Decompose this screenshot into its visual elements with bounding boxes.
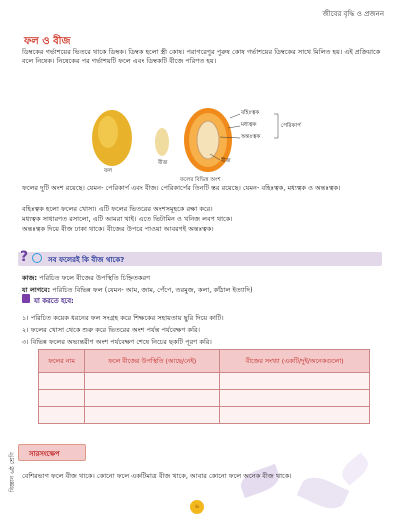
step-3: ৩। বিভিন্ন ফলের অভ্যন্তরীণ অংশ পর্যবেক্ষণ শেষে নিচের ছকটি পূরণ করি। [22,338,212,346]
paragraph-endocarp: অন্তঃত্বক দিয়ে বীজ ঢাকা থাকে। বীজের উপরে পাওয়া আবরণই অন্তঃত্বক। [22,225,214,233]
question-bar [18,249,382,266]
magnifier-icon [32,253,42,263]
observation-table [38,349,370,424]
todo-heading: যা করতে হবে: [34,297,74,305]
endocarp-label: অন্তঃত্বক [241,134,261,140]
seed-section [197,121,219,159]
chapter-header: জীবের বৃদ্ধি ও প্রজনন [322,10,384,18]
side-label [5,392,17,502]
figure-caption: ফলের বিভিন্ন অংশ [180,177,221,183]
intro-paragraph: ডিম্বকের গর্ভাশয়ের ভিতরে থাকে ডিম্বক। ডিম্বক হলো স্ত্রী কোষ। পরাগরেণুর পুরুষ কোষ গর্ভাশয়ের ডিম্বকের সাথে মিলিত হয়। এই প্রক্রিয়াকে বলে নিষেক। নিষেকের পর গর্ভাশয়টি ফলে এবং ডিম্বকটি বীজে পরিণত হয়। [22,48,381,65]
work-text: পরিচিত ফলে বীজের উপস্থিতি চিহ্নিতকরণ [39,274,151,282]
pencil-icon [22,294,30,303]
activity-work [22,272,150,284]
paragraph-mesocarp: মধ্যত্বক সাধারণত রসালো, এটি আমরা খাই। এতে ভিটামিন ও খনিজ লবণ থাকে। [22,215,233,223]
fruit-figure [90,104,330,184]
summary-text: বেশিরভাগ ফলে বীজ থাকে। কোনো ফলে একটিমাত্র বীজ থাকে, আবার কোনো ফলে অনেক বীজ থাকে। [22,472,292,480]
page-number: ৬ [190,500,204,514]
seed-label: বীজ [158,160,168,166]
mango-seed [155,128,169,156]
materials-label: যা লাগবে: [22,286,51,294]
col-seed-presence: ফলে বীজের উপস্থিতি (আছে/নেই) [85,350,220,373]
materials-text: পরিচিত বিভিন্ন ফল (যেমন- আম, জাম, পেঁপে, তরমুজ, কলা, কাঁঠাল ইত্যাদি) [52,286,253,294]
exocarp-label: বহিঃত্বক [241,110,260,116]
col-fruit-name: ফলের নাম [39,350,85,373]
work-label: কাজ: [22,274,38,282]
mesocarp-label: মধ্যত্বক [241,122,257,128]
inner-seed-label: বীজ [221,158,231,164]
pericarp-label: পেরিকার্প [281,123,301,129]
summary-box [18,444,86,461]
question-text: সব ফলেরই কি বীজ থাকে? [48,256,125,264]
table-row [39,373,370,390]
col-seed-count: বীজের সংখ্যা (একটি/দুই/অনেকগুলো) [220,350,370,373]
table-row [39,390,370,407]
fruit-illustration [90,104,330,184]
section-title: ফল ও বীজ [24,36,71,47]
paragraph-parts: ফলের দুটি অংশ রয়েছে। যেমন- পেরিকার্প এবং বীজ। পেরিকার্পের তিনটি স্তর রয়েছে। যেমন- বহিঃত্বক, মধ্যত্বক ও অন্তঃত্বক। [22,184,341,192]
fruit-label: ফল [104,168,113,174]
step-1: ১। পরিচিত কয়েক ধরনের ফল সংগ্রহ করে শিক্ষকের সহায়তায় ছুরি দিয়ে কাটি। [22,314,224,322]
step-2: ২। ফলের খোসা থেকে শুরু করে ভিতরের অংশ পর্যন্ত পর্যবেক্ষণ করি। [22,326,200,334]
summary-label: সারসংক্ষেপ [29,450,60,458]
table-row [39,407,370,424]
side-text: বিজ্ঞান ৬ষ্ঠ শ্রেণি [9,452,16,492]
paragraph-exocarp: বহিঃত্বক হলো ফলের খোসা। এটি ফলের ভিতরের অংশসমূহকে রক্ষা করে। [22,205,213,213]
question-mark-icon: ? [20,249,29,265]
